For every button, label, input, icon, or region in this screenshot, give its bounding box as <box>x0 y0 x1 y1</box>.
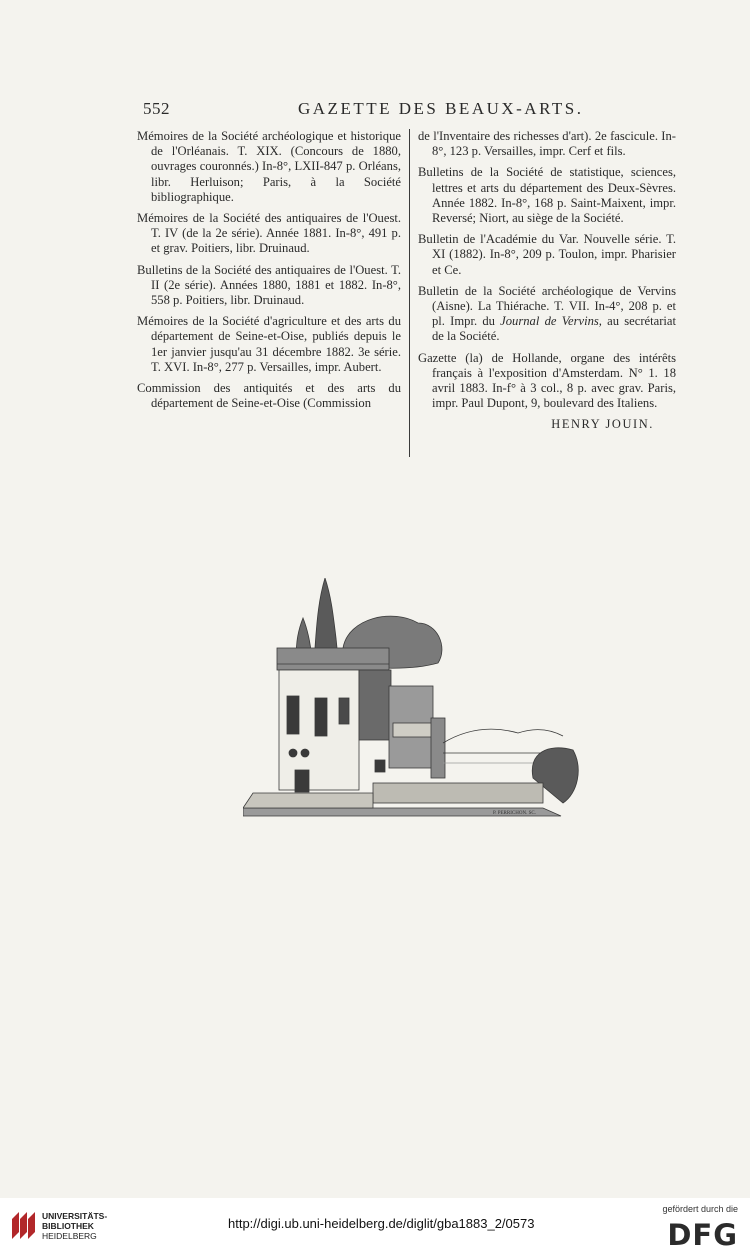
library-name <box>42 1211 107 1241</box>
entry-text: Bulletin de la Société archéologique de Vervins (Aisne). La Thiérache. T. VII. In-4°, 208 p. et pl. Impr. du <box>418 283 676 329</box>
list-item: Bulletins de la Société des antiquaires de l'Ouest. T. II (2e série). Années 1880, 1881 et 1882. In-8°, 558 p. Poitiers, libr. Druinaud. <box>137 262 401 308</box>
column-divider <box>409 129 410 457</box>
list-item: Mémoires de la Société des antiquaires de l'Ouest. T. IV (de la 2e série). Année 1881. In-8°, 491 p. et grav. Poitiers, libr. Druinaud. <box>137 211 401 256</box>
engraver-mark: P. PERRICHON. SC. <box>493 811 536 816</box>
list-item: Mémoires de la Société d'agriculture et des arts du département de Seine-et-Oise, publiés depuis le 1er janvier jusqu'au 31 décembre 1882. 3e série. T. XVI. In-8°, 277 p. Versailles, impr. Aubert. <box>137 314 401 374</box>
list-item <box>418 284 676 345</box>
list-item: Bulletins de la Société de statistique, sciences, lettres et arts du département des Deux-Sèvres. Année 1882. In-8°, 168 p. Saint-Maixent, impr. Reversé; Niort, au siège de la Société. <box>418 165 676 226</box>
right-column <box>418 129 676 433</box>
left-column <box>137 129 401 417</box>
journal-title: Journal de Vervins, <box>500 314 602 329</box>
footer-bar <box>0 1198 750 1253</box>
page-url-link[interactable]: http://digi.ub.uni-heidelberg.de/diglit/gba1883_2/0573 <box>228 1216 535 1231</box>
library-name-line: HEIDELBERG <box>42 1231 97 1241</box>
library-name-line: BIBLIOTHEK <box>42 1221 94 1231</box>
list-item: Bulletin de l'Académie du Var. Nouvelle série. T. XI (1882). In-8°, 209 p. Toulon, impr. Pharisier et Ce. <box>418 232 676 277</box>
author-signature: HENRY JOUIN. <box>551 417 654 432</box>
villa-engraving <box>243 578 580 818</box>
funding-note: gefördert durch die <box>662 1204 738 1214</box>
entry-text: au secrétariat de la Société. <box>432 314 677 344</box>
list-item: Mémoires de la Société archéologique et historique de l'Orléanais. T. XIX. (Concours de 1880, ouvrages couronnés.) In-8°, LXII-847 p. Orléans, libr. Herluison; Paris, à la Société bibliographique. <box>137 129 401 204</box>
university-library-logo-icon <box>9 1209 37 1241</box>
running-title: GAZETTE DES BEAUX-ARTS. <box>298 99 584 118</box>
library-name-line: UNIVERSITÄTS- <box>42 1211 108 1221</box>
list-item: Commission des antiquités et des arts du département de Seine-et-Oise (Commission <box>137 381 401 411</box>
list-item: de l'Inventaire des richesses d'art). 2e fascicule. In-8°, 123 p. Versailles, impr. Cerf et fils. <box>418 129 676 159</box>
dfg-logo: DFG <box>667 1218 738 1252</box>
list-item: Gazette (la) de Hollande, organe des intérêts français à l'exposition d'Amsterdam. N° 1. 18 avril 1883. In-f° à 3 col., 8 p. avec grav. Paris, impr. Paul Dupont, 9, boulevard des Italiens. <box>418 350 676 411</box>
page-number: 552 <box>143 99 170 118</box>
